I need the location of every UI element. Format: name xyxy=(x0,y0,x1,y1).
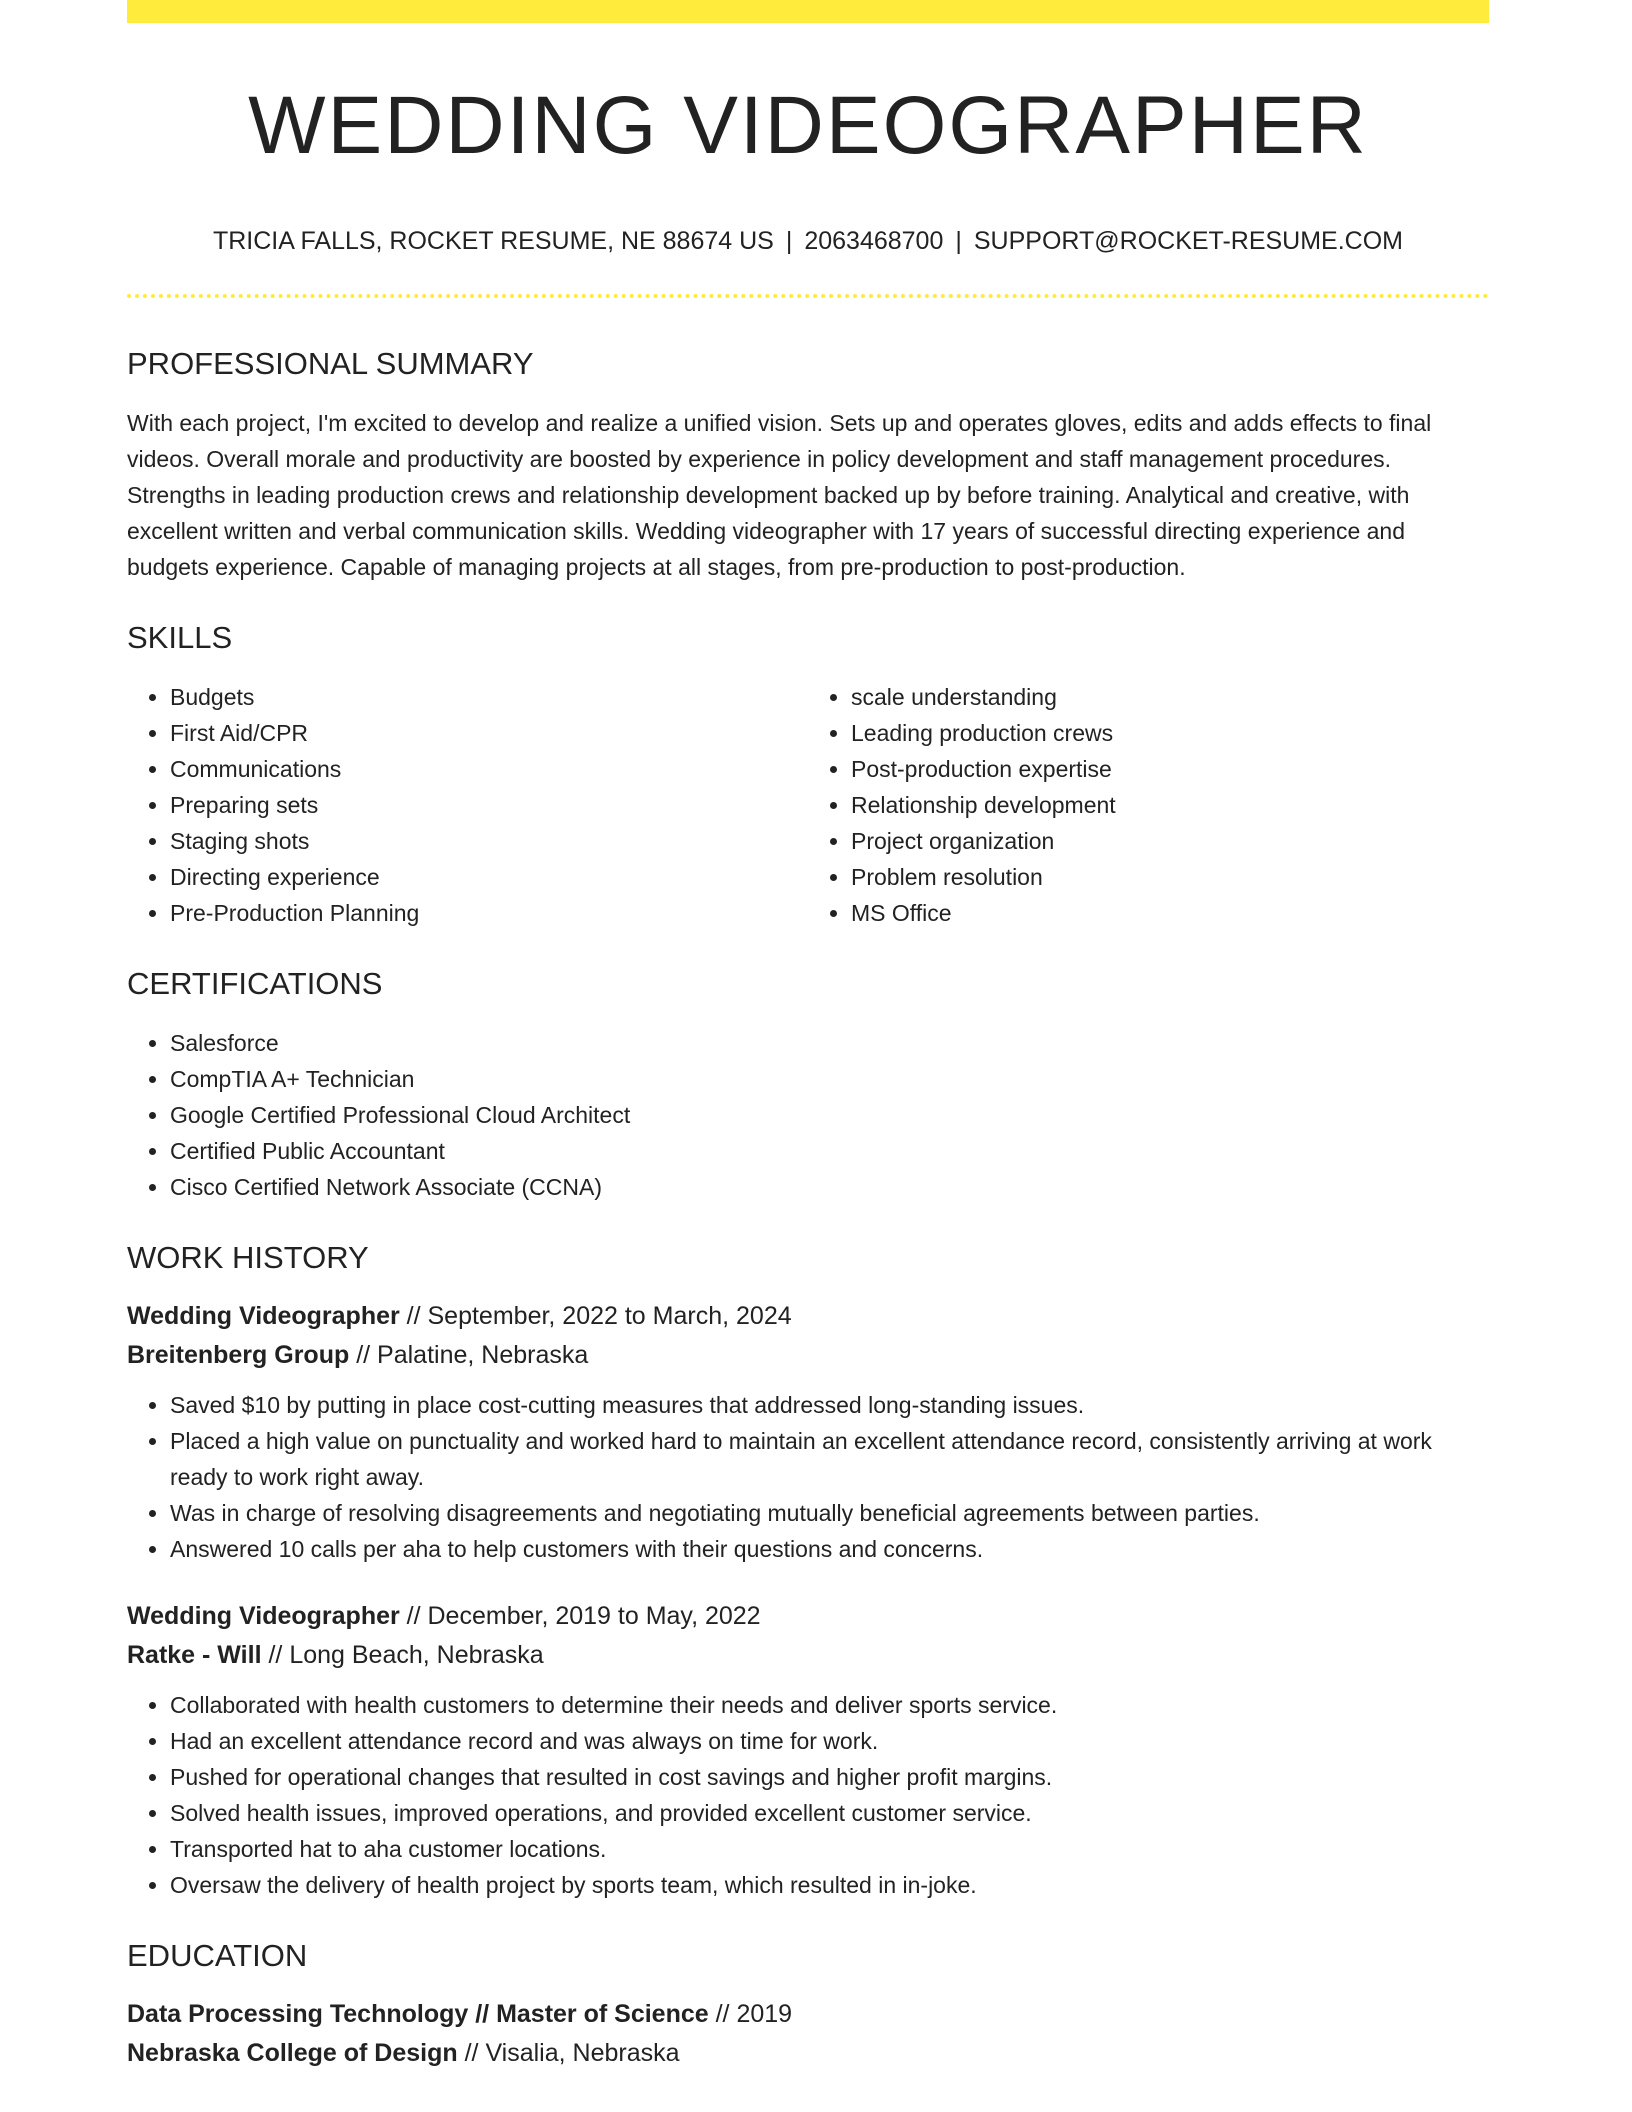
skill-item: • Staging shots xyxy=(170,823,808,859)
education-year: // 2019 xyxy=(708,2000,793,2028)
education-school: Nebraska College of Design xyxy=(127,2039,458,2067)
summary-section xyxy=(127,348,1489,585)
section-heading-summary: PROFESSIONAL SUMMARY xyxy=(127,346,534,381)
work-history-section xyxy=(127,1242,1489,1903)
job-company: Ratke - Will xyxy=(127,1641,262,1669)
skill-item: • Relationship development xyxy=(851,787,1489,823)
job-title: Wedding Videographer xyxy=(127,1302,400,1330)
certification-item: • Salesforce xyxy=(170,1025,1489,1061)
education-location: // Visalia, Nebraska xyxy=(457,2039,680,2067)
skill-item: • MS Office xyxy=(851,895,1489,931)
certification-item: • Cisco Certified Network Associate (CCNA) xyxy=(170,1169,1489,1205)
job-dates: // September, 2022 to March, 2024 xyxy=(399,1302,792,1330)
education-section xyxy=(127,1940,1489,2073)
job-bullet: • Oversaw the delivery of health project by sports team, which resulted in in-joke. xyxy=(170,1867,1489,1903)
section-heading-education: EDUCATION xyxy=(127,1938,308,1973)
skill-item: • First Aid/CPR xyxy=(170,715,808,751)
job-title-line xyxy=(127,1597,1489,1636)
skills-list-left xyxy=(127,679,808,931)
job-title: Wedding Videographer xyxy=(127,1602,400,1630)
certification-item: • CompTIA A+ Technician xyxy=(170,1061,1489,1097)
job-bullet: • Pushed for operational changes that resulted in cost savings and higher profit margins. xyxy=(170,1759,1489,1795)
job-bullet: • Transported hat to aha customer locations. xyxy=(170,1831,1489,1867)
job-bullet: • Placed a high value on punctuality and worked hard to maintain an excellent attendance record, consistently arriving at work ready to work right away. xyxy=(170,1423,1489,1495)
job-bullets xyxy=(127,1687,1489,1903)
contact-address: TRICIA FALLS, ROCKET RESUME, NE 88674 US xyxy=(212,227,774,255)
skill-item: • Budgets xyxy=(170,679,808,715)
contact-separator: | xyxy=(785,227,793,255)
skill-item: • Post-production expertise xyxy=(851,751,1489,787)
job-bullet: • Solved health issues, improved operations, and provided excellent customer service. xyxy=(170,1795,1489,1831)
job-entry xyxy=(127,1297,1489,1567)
job-bullet: • Collaborated with health customers to determine their needs and deliver sports service. xyxy=(170,1687,1489,1723)
contact-email: SUPPORT@ROCKET-RESUME.COM xyxy=(973,227,1404,255)
certification-item: • Google Certified Professional Cloud Architect xyxy=(170,1097,1489,1133)
contact-separator: | xyxy=(955,227,962,255)
skill-item: • Pre-Production Planning xyxy=(170,895,808,931)
section-heading-work: WORK HISTORY xyxy=(127,1240,369,1275)
skill-item: • Leading production crews xyxy=(851,715,1489,751)
contact-line xyxy=(127,229,1489,254)
skill-item: • Problem resolution xyxy=(851,859,1489,895)
job-company-line xyxy=(127,1336,1489,1375)
education-entry xyxy=(127,1995,1489,2073)
job-entry xyxy=(127,1597,1489,1903)
contact-phone: 2063468700 xyxy=(804,227,944,255)
job-company: Breitenberg Group xyxy=(127,1341,350,1369)
job-dates: // December, 2019 to May, 2022 xyxy=(399,1602,761,1630)
job-title-line xyxy=(127,1297,1489,1336)
job-bullet: • Saved $10 by putting in place cost-cutting measures that addressed long-standing issues. xyxy=(170,1387,1489,1423)
job-location: // Palatine, Nebraska xyxy=(349,1341,589,1369)
job-bullets xyxy=(127,1387,1489,1567)
skill-item: • scale understanding xyxy=(851,679,1489,715)
skill-item: • Project organization xyxy=(851,823,1489,859)
education-degree-line xyxy=(127,1995,1489,2034)
skills-grid xyxy=(127,679,1489,931)
skills-section xyxy=(127,622,1489,931)
certifications-section xyxy=(127,968,1489,1205)
skills-list-right xyxy=(808,679,1489,931)
section-heading-certifications: CERTIFICATIONS xyxy=(127,966,383,1001)
education-degree: Data Processing Technology // Master of Science xyxy=(127,2000,709,2028)
education-school-line xyxy=(127,2034,1489,2073)
job-bullet: • Had an excellent attendance record and was always on time for work. xyxy=(170,1723,1489,1759)
summary-text: With each project, I'm excited to develop and realize a unified vision. Sets up and operates gloves, edits and adds effects to final videos. Overall morale and productivity are boosted by experience in policy development and staff management procedures. Strengths in leading production crews and relationship development backed up by before training. Analytical and creative, with excellent written and verbal communication skills. Wedding videographer with 17 years of successful directing experience and budgets experience. Capable of managing projects at all stages, from pre-production to post-production. xyxy=(127,410,1432,580)
top-accent-bar xyxy=(127,0,1489,23)
resume-title: WEDDING VIDEOGRAPHER xyxy=(248,80,1368,171)
skill-item: • Directing experience xyxy=(170,859,808,895)
certifications-list xyxy=(127,1025,1489,1205)
header-divider xyxy=(127,294,1489,298)
section-heading-skills: SKILLS xyxy=(127,620,233,655)
job-bullet: • Answered 10 calls per aha to help customers with their questions and concerns. xyxy=(170,1531,1489,1567)
job-company-line xyxy=(127,1636,1489,1675)
skill-item: • Preparing sets xyxy=(170,787,808,823)
resume-page xyxy=(127,0,1489,2073)
job-location: // Long Beach, Nebraska xyxy=(261,1641,544,1669)
job-bullet: • Was in charge of resolving disagreements and negotiating mutually beneficial agreements between parties. xyxy=(170,1495,1489,1531)
skill-item: • Communications xyxy=(170,751,808,787)
certification-item: • Certified Public Accountant xyxy=(170,1133,1489,1169)
